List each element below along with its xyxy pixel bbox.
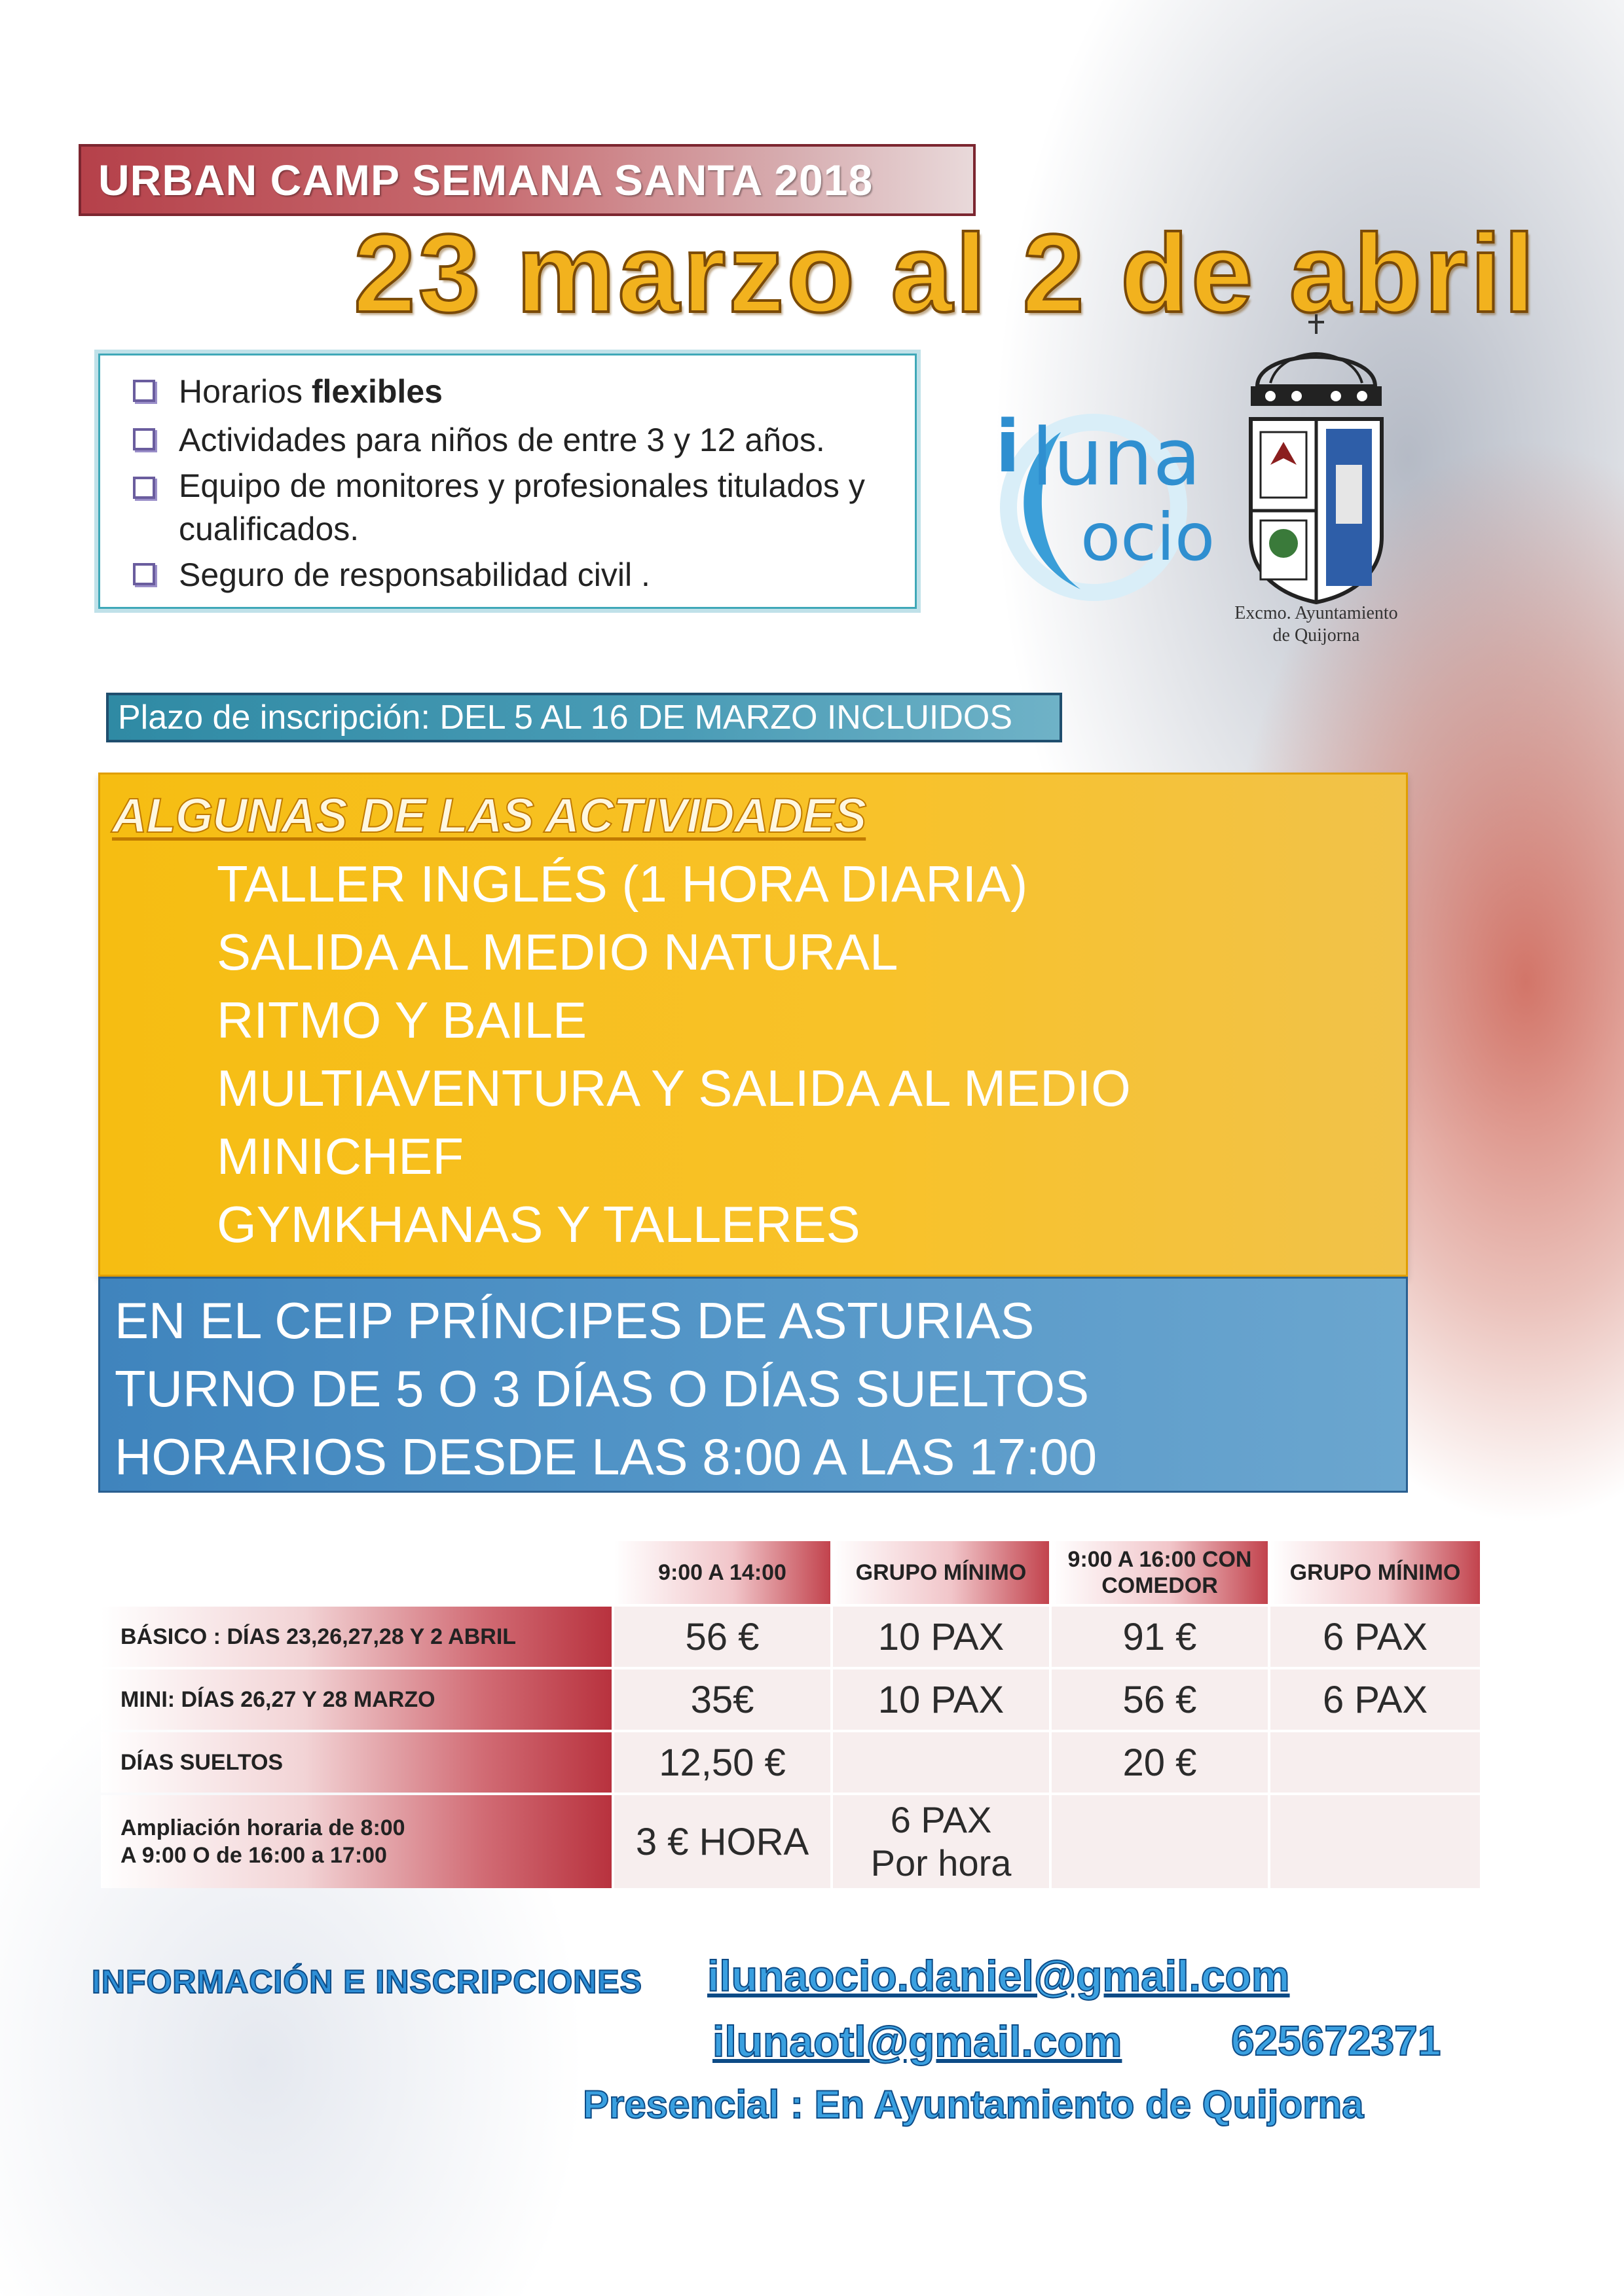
camp-title: URBAN CAMP SEMANA SANTA 2018 [79,144,976,216]
iluna-ocio-logo [969,393,1231,609]
checkbox-icon [133,428,155,450]
activity-item: GYMKHANAS Y TALLERES [217,1195,860,1253]
price-cell: 6 PAX [1270,1669,1480,1730]
svg-text:i: i [995,405,1020,488]
price-table [98,1539,1483,1891]
price-cell: 6 PAX [1270,1607,1480,1667]
table-row [101,1732,1480,1793]
feature-item [133,464,889,551]
table-corner [101,1541,612,1604]
feature-item [133,551,889,599]
feature-item [133,416,889,464]
column-header: GRUPO MÍNIMO [1270,1541,1480,1604]
table-header-row [101,1541,1480,1604]
activity-item: RITMO Y BAILE [217,991,587,1049]
features-box [98,354,917,609]
camp-dates: 23 marzo al 2 de abril [354,211,1538,336]
table-row [101,1795,1480,1888]
venue-line: TURNO DE 5 O 3 DÍAS O DÍAS SUELTOS [115,1360,1090,1417]
activities-panel [98,773,1408,1277]
venue-panel [98,1277,1408,1493]
crest-caption [1218,602,1414,647]
crest-caption-line: Excmo. Ayuntamiento [1234,603,1398,623]
in-person-info: Presencial : En Ayuntamiento de Quijorna [583,2083,1364,2126]
activity-item: MULTIAVENTURA Y SALIDA AL MEDIO [217,1059,1131,1117]
price-cell: 6 PAX Por hora [833,1795,1049,1888]
venue-line: HORARIOS DESDE LAS 8:00 A LAS 17:00 [115,1428,1098,1485]
price-cell: 20 € [1052,1732,1268,1793]
price-cell: 56 € [1052,1669,1268,1730]
row-label: DÍAS SUELTOS [101,1732,612,1793]
email-link-primary[interactable]: ilunaocio.daniel@gmail.com [707,1952,1290,2000]
column-header: GRUPO MÍNIMO [833,1541,1049,1604]
feature-text-bold: flexibles [311,373,443,410]
feature-text: Horarios [179,373,312,410]
row-label: BÁSICO : DÍAS 23,26,27,28 Y 2 ABRIL [101,1607,612,1667]
price-cell: 3 € HORA [614,1795,830,1888]
feature-text: Seguro de responsabilidad civil . [179,556,650,593]
activities-heading: ALGUNAS DE LAS ACTIVIDADES [112,788,866,843]
checkbox-icon [133,380,155,402]
feature-item [133,367,889,416]
info-label: INFORMACIÓN E INSCRIPCIONES [92,1963,642,2000]
crest-caption-line: de Quijorna [1272,625,1360,646]
registration-label: Plazo de inscripción: [118,699,430,737]
column-header: 9:00 A 16:00 CON COMEDOR [1052,1541,1268,1604]
activity-item: SALIDA AL MEDIO NATURAL [217,923,898,981]
venue-line: EN EL CEIP PRÍNCIPES DE ASTURIAS [115,1292,1035,1349]
table-row [101,1669,1480,1730]
quijorna-crest-icon [1231,314,1401,622]
checkbox-icon [133,477,155,499]
registration-value: DEL 5 AL 16 DE MARZO INCLUIDOS [439,699,1013,737]
price-cell: 56 € [614,1607,830,1667]
checkbox-icon [133,563,155,585]
row-label: MINI: DÍAS 26,27 Y 28 MARZO [101,1669,612,1730]
feature-text: Equipo de monitores y profesionales titulados y cualificados. [179,467,865,547]
email-link-secondary[interactable]: ilunaotl@gmail.com [712,2017,1122,2066]
phone-number: 625672371 [1231,2017,1441,2064]
price-cell: 35€ [614,1669,830,1730]
price-cell [1052,1795,1268,1888]
row-label: Ampliación horaria de 8:00 A 9:00 O de 16:00 a 17:00 [101,1795,612,1888]
feature-text: Actividades para niños de entre 3 y 12 años. [179,422,825,458]
activity-item: TALLER INGLÉS (1 HORA DIARIA) [217,855,1028,913]
price-cell [1270,1732,1480,1793]
price-cell [1270,1795,1480,1888]
svg-text:ocio: ocio [1080,499,1215,575]
registration-period [106,693,1062,742]
table-row [101,1607,1480,1667]
column-header: 9:00 A 14:00 [614,1541,830,1604]
price-cell: 10 PAX [833,1607,1049,1667]
price-cell: 10 PAX [833,1669,1049,1730]
price-cell: 91 € [1052,1607,1268,1667]
svg-text:luna: luna [1031,412,1201,503]
price-cell: 12,50 € [614,1732,830,1793]
price-cell [833,1732,1049,1793]
activity-item: MINICHEF [217,1127,464,1185]
